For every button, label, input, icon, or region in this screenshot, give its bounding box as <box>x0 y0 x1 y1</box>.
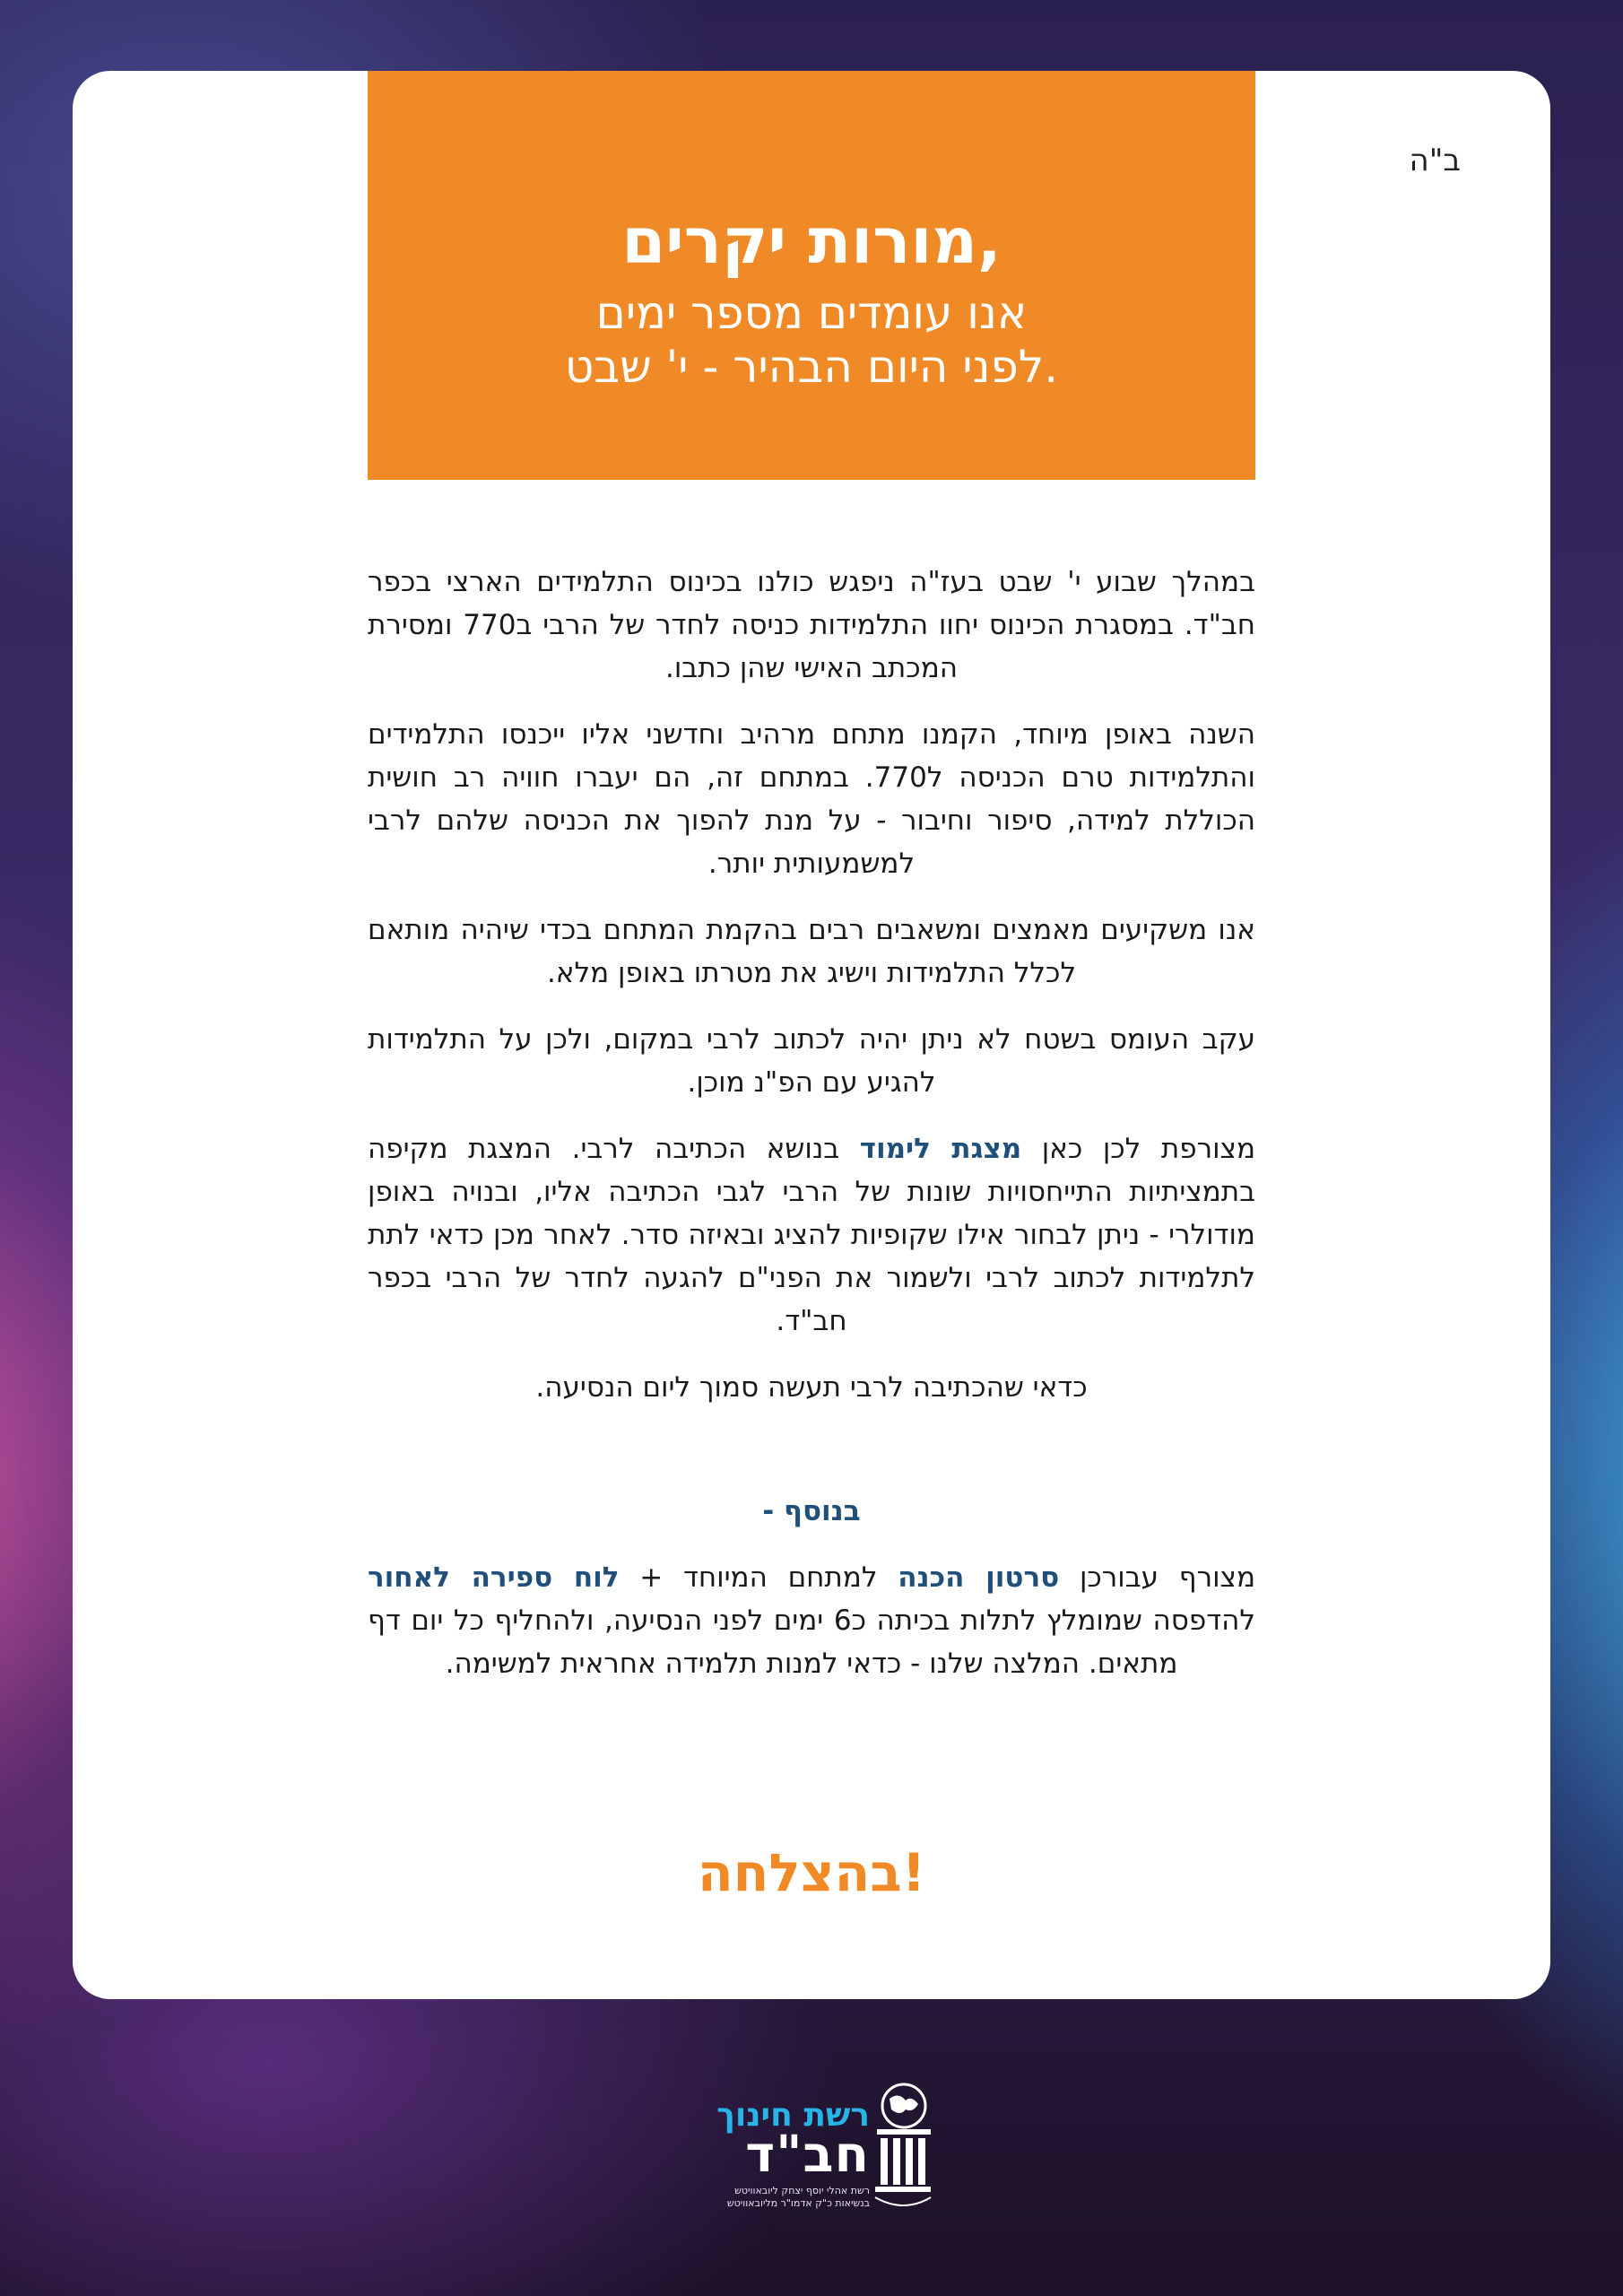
p5-text-after: בנושא הכתיבה לרבי. המצגת מקיפה בתמציתיות התייחסויות שונות של הרבי לגבי הכתיבה אליו, ובנויה באופן מודולרי - ניתן לבחור אילו שקופיות להציג ובאיזה סדר. לאחר מכן כדאי לתת לתלמידות לכתוב לרבי ולשמור את הפני"ם להגעה לחדר של הרבי בכפר חב"ד. <box>368 1133 1255 1337</box>
p7-text-middle: למתחם המיוחד + <box>639 1561 878 1594</box>
presentation-link[interactable]: מצגת לימוד <box>859 1133 1022 1165</box>
paragraph-1: במהלך שבוע י' שבט בעז"ה ניפגש כולנו בכינוס התלמידים הארצי בכפר חב"ד. במסגרת הכינוס יחוו התלמידות כניסה לחדר של הרבי ב770 ומסירת המכתב האישי שהן כתבו. <box>368 566 1255 684</box>
p7-text-before: מצורף עבורכן <box>1079 1561 1256 1594</box>
p7-text-after: להדפסה שמומלץ לתלות בכיתה כ6 ימים לפני הנסיעה, ולהחליף כל יום דף מתאים. המלצה שלנו - כדאי למנות תלמידה אחראית למשימה. <box>368 1605 1256 1680</box>
closing-greeting: בהצלחה! <box>697 1842 926 1903</box>
letter-card <box>73 71 1550 1999</box>
chabad-network-logo <box>690 2079 933 2213</box>
paragraph-3: אנו משקיעים מאמצים ומשאבים רבים בהקמת המתחם בכדי שיהיה מותאם לכלל התלמידות וישיג את מטרתו באופן מלא. <box>368 914 1255 989</box>
addition-heading: בנוסף - <box>762 1495 861 1527</box>
paragraph-7 <box>368 1556 1255 1685</box>
hero-banner <box>368 71 1255 480</box>
p5-text-before: מצורפת לכן כאן <box>1041 1133 1255 1165</box>
hero-subtitle-line1: אנו עומדים מספר ימים <box>595 287 1028 339</box>
letter-body <box>368 561 1255 1709</box>
logo-network-text: רשת חינוך <box>716 2097 870 2134</box>
logo-small-line1: רשת אהלי יוסף יצחק ליובאוויטש <box>734 2185 870 2196</box>
hero-subtitle-line2: לפני היום הבהיר - י' שבט. <box>564 341 1059 393</box>
paragraph-4: עקב העומס בשטח לא ניתן יהיה לכתוב לרבי במקום, ולכן על התלמידות להגיע עם הפ"נ מוכן. <box>368 1023 1255 1099</box>
prep-video-link[interactable]: סרטון הכנה <box>898 1561 1060 1594</box>
hero-subtitle <box>368 286 1255 394</box>
hero-title: מורות יקרים, <box>621 204 1002 278</box>
logo-small-line2: בנשיאות כ"ק אדמו"ר מליובאוויטש <box>726 2197 870 2209</box>
bh-mark: ב"ה <box>1409 143 1461 178</box>
paragraph-6: כדאי שהכתיבה לרבי תעשה סמוך ליום הנסיעה. <box>535 1371 1088 1404</box>
paragraph-2: השנה באופן מיוחד, הקמנו מתחם מרהיב וחדשני אליו ייכנסו התלמידים והתלמידות טרם הכניסה ל770. במתחם זה, הם יעברו חוויה רב חושית הכוללת למידה, סיפור וחיבור - על מנת להפוך את הכניסה שלהם לרבי למשמעותית יותר. <box>368 718 1256 880</box>
paragraph-5 <box>368 1127 1255 1343</box>
countdown-board-link[interactable]: לוח ספירה לאחור <box>368 1561 620 1594</box>
globe-pillars-emblem-icon <box>870 2079 933 2213</box>
logo-chabad-text: חב"ד <box>745 2126 870 2184</box>
